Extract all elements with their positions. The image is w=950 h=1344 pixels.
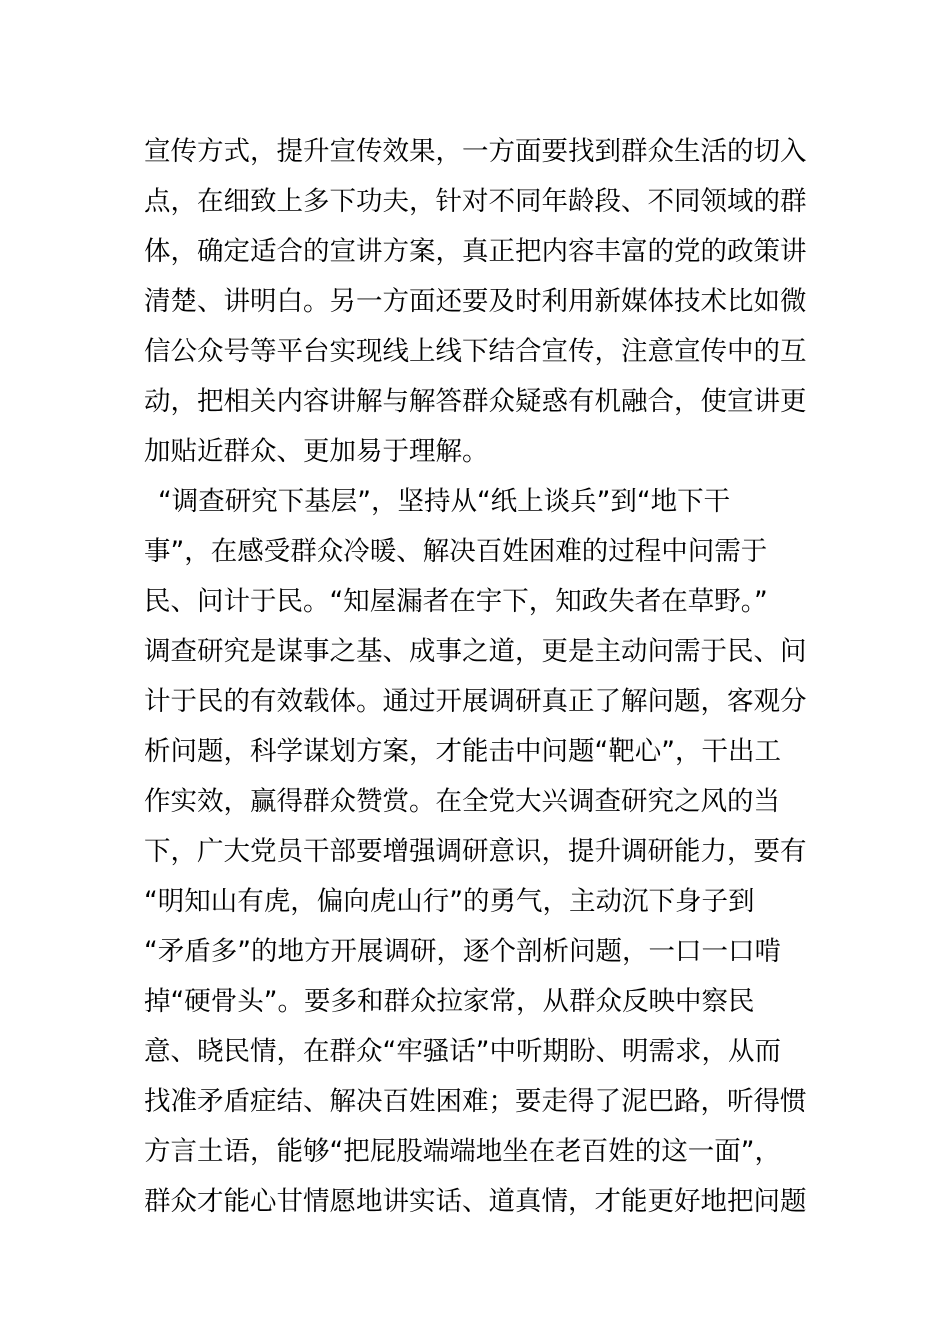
text-line: 掉“硬骨头”。要多和群众拉家常，从群众反映中察民 — [144, 986, 755, 1017]
text-line: 体，确定适合的宣讲方案，真正把内容丰富的党的政策讲 — [144, 236, 807, 267]
text-line: 调查研究是谋事之基、成事之道，更是主动问需于民、问 — [144, 636, 807, 667]
text-line: 计于民的有效载体。通过开展调研真正了解问题，客观分 — [144, 686, 807, 717]
text-line: 找准矛盾症结、解决百姓困难；要走得了泥巴路，听得惯 — [144, 1086, 807, 1117]
body-text — [144, 127, 810, 1227]
text-line: 清楚、讲明白。另一方面还要及时利用新媒体技术比如微 — [144, 286, 807, 317]
text-line: 宣传方式，提升宣传效果，一方面要找到群众生活的切入 — [144, 136, 807, 167]
text-line: 方言土语，能够“把屁股端端地坐在老百姓的这一面”， — [144, 1136, 781, 1167]
text-line: “明知山有虎，偏向虎山行”的勇气，主动沉下身子到 — [144, 886, 755, 917]
text-line: 事”，在感受群众冷暖、解决百姓困难的过程中问需于 — [144, 536, 768, 567]
text-line: 析问题，科学谋划方案，才能击中问题“靶心”，干出工 — [144, 736, 781, 767]
text-line: “矛盾多”的地方开展调研，逐个剖析问题，一口一口啃 — [144, 936, 781, 967]
text-line: 点，在细致上多下功夫，针对不同年龄段、不同领域的群 — [144, 186, 807, 217]
text-line: “调查研究下基层”，坚持从“纸上谈兵”到“地下干 — [158, 486, 731, 517]
text-line: 民、问计于民。“知屋漏者在宇下，知政失者在草野。” — [144, 586, 768, 617]
text-line: 下，广大党员干部要增强调研意识，提升调研能力，要有 — [144, 836, 807, 867]
text-line: 信公众号等平台实现线上线下结合宣传，注意宣传中的互 — [144, 336, 807, 367]
text-line: 意、晓民情，在群众“牢骚话”中听期盼、明需求，从而 — [144, 1036, 781, 1067]
text-line: 作实效，赢得群众赞赏。在全党大兴调查研究之风的当 — [144, 786, 780, 817]
text-line: 加贴近群众、更加易于理解。 — [144, 436, 489, 467]
text-line: 动，把相关内容讲解与解答群众疑惑有机融合，使宣讲更 — [144, 386, 807, 417]
text-line: 群众才能心甘情愿地讲实话、道真情，才能更好地把问题 — [144, 1186, 807, 1217]
